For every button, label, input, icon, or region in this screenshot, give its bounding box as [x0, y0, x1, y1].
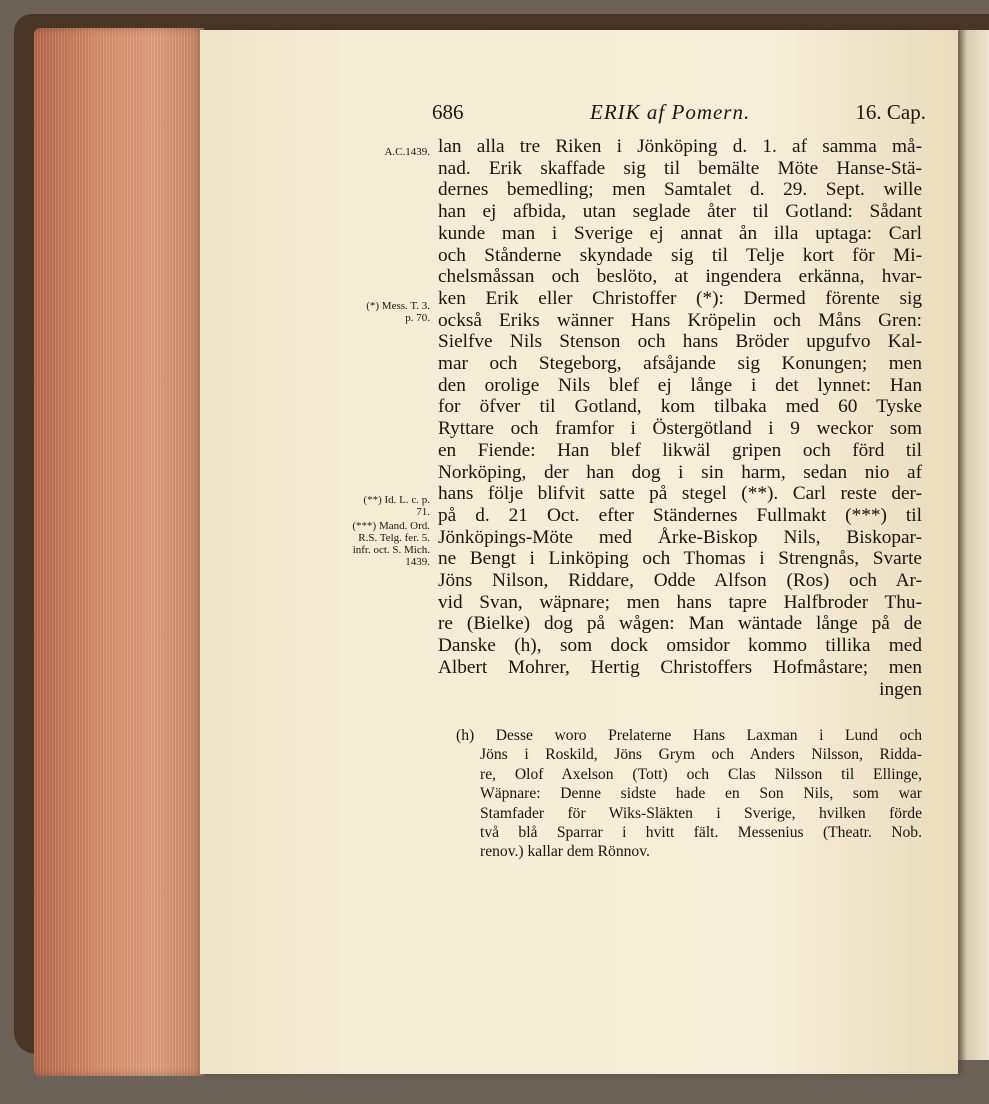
footnote-line: Wäpnare: Denne sidste hade en Son Nils, som war	[480, 785, 922, 803]
footnote-line: Jöns i Roskild, Jöns Grym och Anders Nilsson, Ridda-	[480, 746, 922, 764]
body-line: och Stånderne skyndade sig til Telje kort för Mi-	[438, 244, 922, 266]
body-line: Jönköpings-Möte med Årke-Biskop Nils, Biskopar-	[438, 526, 922, 548]
facing-page-edge	[958, 30, 989, 1060]
body-line: också Eriks wänner Hans Kröpelin och Måns Gren:	[438, 309, 922, 331]
margin-note-year: A.C.1439.	[384, 146, 430, 158]
running-header	[432, 100, 932, 130]
body-line: en Fiende: Han blef likwäl gripen och förd til	[438, 439, 922, 461]
footnote-line: Stamfader för Wiks-Släkten i Sverige, hvilken förde	[480, 804, 922, 822]
body-line: Ryttare och framfor i Östergötland i 9 weckor som	[438, 418, 922, 440]
footnote-line: renov.) kallar dem Rönnov.	[480, 843, 650, 861]
footnote-line: två blå Sparrar i hvitt fält. Messenius (Theatr. Nob.	[480, 824, 922, 842]
body-line: chelsmåssan och beslöto, at ingendera erkänna, hvar-	[438, 266, 922, 288]
body-text	[438, 136, 922, 700]
running-title: ERIK af Pomern.	[590, 100, 751, 124]
body-line: for öfver til Gotland, kom tilbaka med 60 Tyske	[438, 396, 922, 418]
footnote-line: re, Olof Axelson (Tott) och Clas Nilsson til Ellinge,	[480, 765, 922, 783]
body-line: Albert Mohrer, Hertig Christoffers Hofmåstare; men	[438, 656, 922, 678]
body-line: på d. 21 Oct. efter Ständernes Fullmakt (***) til	[438, 504, 922, 526]
footnote-line: (h) Desse woro Prelaterne Hans Laxman i Lund och	[456, 727, 922, 744]
body-line: Jöns Nilson, Riddare, Odde Alfson (Ros) och Ar-	[438, 570, 922, 592]
body-line: vid Svan, wäpnare; men hans tapre Halfbroder Thu-	[438, 591, 922, 613]
margin-note-mand: (***) Mand. Ord. R.S. Telg. fer. 5. infr. oct. S. Mich. 1439.	[352, 520, 430, 568]
body-line: Norköping, der han dog i sin harm, sedan nio af	[438, 461, 922, 483]
body-line: ne Bengt i Linköping och Thomas i Strengnås, Svarte	[438, 548, 922, 570]
body-line: ken Erik eller Christoffer (*): Dermed förente sig	[438, 287, 922, 309]
page-block-edge	[34, 28, 204, 1076]
page-number: 686	[432, 100, 464, 124]
body-line: Sielfve Nils Stenson och hans Bröder upgufvo Kal-	[438, 331, 922, 353]
margin-note-id: (**) Id. L. c. p. 71.	[363, 494, 430, 518]
margin-note-mess: (*) Mess. T. 3. p. 70.	[366, 300, 430, 324]
body-line: kunde man i Sverige ej annat ån illa uptaga: Carl	[438, 222, 922, 244]
body-line: hans följe blifvit satte på stegel (**). Carl reste der-	[438, 483, 922, 505]
body-line: han ej afbida, utan seglade åter til Gotland: Sådant	[438, 201, 922, 223]
footnote	[456, 726, 922, 862]
body-line: den orolige Nils blef ej långe i det lynnet: Han	[438, 374, 922, 396]
body-line: mar och Stegeborg, afsåjande sig Konungen; men	[438, 353, 922, 375]
catchword: ingen	[879, 678, 922, 700]
body-line: Danske (h), som dock omsidor kommo tillika med	[438, 635, 922, 657]
chapter-label: 16. Cap.	[855, 100, 926, 124]
body-line: nad. Erik skaffade sig til bemälte Möte Hanse-Stä-	[438, 157, 922, 179]
body-line: re (Bielke) dog på wågen: Man wäntade långe på de	[438, 613, 922, 635]
body-line: dernes bemedling; men Samtalet d. 29. Sept. wille	[438, 179, 922, 201]
body-line: lan alla tre Riken i Jönköping d. 1. af samma må-	[438, 136, 922, 157]
